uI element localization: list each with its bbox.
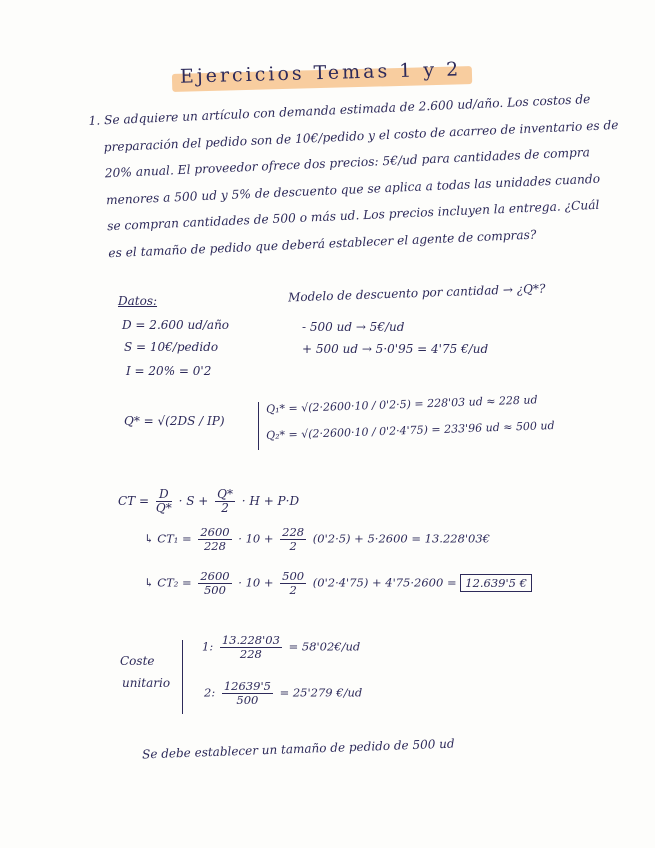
problem-number: 1.: [88, 113, 101, 128]
modelo-item: - 500 ud → 5€/ud: [302, 320, 405, 334]
eoq-formula: Q* = √(2DS / IP): [124, 414, 225, 428]
datos-item: I = 20% = 0'2: [126, 364, 212, 378]
coste-label: unitario: [122, 676, 171, 690]
ct1-line: ↳ CT₁ = $\frac{2600}{228}$ · 10 + $\frac{228}{2}$ (0'2·5) + 5·2600 = 13.228'03€: [144, 525, 491, 553]
fraction: $\frac{12639'5}{500}$: [223, 679, 271, 707]
coste-row-1: 1: $\frac{13.228'03}{228}$ = 58'02€/ud: [202, 633, 361, 661]
fraction: $\frac{500}{2}$: [282, 569, 305, 597]
modelo-item: + 500 ud → 5·0'95 = 4'75 €/ud: [302, 342, 489, 356]
problem-line: se compran cantidades de 500 o más ud. Los precios incluyen la entrega. ¿Cuál: [106, 197, 600, 234]
problem-line: preparación del pedido son de 10€/pedido y el costo de acarreo de inventario es de: [103, 117, 619, 154]
fraction: $\frac{13.228'03}{228}$: [221, 633, 280, 661]
coste-brace: [182, 640, 183, 714]
problem-line: es el tamaño de pedido que deberá establecer el agente de compras?: [108, 227, 537, 260]
eoq-q1: Q₁* = √(2·2600·10 / 0'2·5) = 228'03 ud ≈ 228 ud: [265, 393, 538, 416]
page-title: Ejercicios Temas 1 y 2: [179, 58, 462, 88]
ct2-result-box: 12.639'5 €: [460, 574, 532, 592]
modelo-title: Modelo de descuento por cantidad → ¿Q*?: [287, 281, 546, 305]
coste-label: Coste: [120, 654, 155, 668]
problem-line: 20% anual. El proveedor ofrece dos precios: 5€/ud para cantidades de compra: [104, 145, 591, 181]
title-block: [172, 58, 473, 96]
fraction: $\frac{D}{Q*}$: [155, 487, 172, 515]
datos-label: Datos:: [118, 294, 158, 308]
fraction: $\frac{228}{2}$: [282, 525, 305, 553]
conclusion: Se debe establecer un tamaño de pedido de 500 ud: [141, 736, 455, 762]
ct-formula: CT = $\frac{D}{Q*}$ · S + $\frac{Q*}{2}$ · H + P·D: [118, 487, 300, 515]
datos-item: S = 10€/pedido: [124, 340, 219, 354]
problem-line: 1. Se adquiere un artículo con demanda estimada de 2.600 ud/año. Los costos de: [88, 92, 591, 128]
problem-statement: [88, 87, 619, 267]
problem-line: menores a 500 ud y 5% de descuento que se aplica a todas las unidades cuando: [105, 171, 601, 207]
fraction: $\frac{2600}{228}$: [200, 525, 230, 553]
ct2-line: ↳ CT₂ = $\frac{2600}{500}$ · 10 + $\frac{500}{2}$ (0'2·4'75) + 4'75·2600 = 12.639'5 €: [144, 570, 532, 597]
eoq-q2: Q₂* = √(2·2600·10 / 0'2·4'75) = 233'96 ud ≈ 500 ud: [265, 418, 555, 443]
eoq-brace: [258, 402, 259, 450]
datos-item: D = 2.600 ud/año: [122, 318, 230, 332]
coste-row-2: 2: $\frac{12639'5}{500}$ = 25'279 €/ud: [204, 679, 363, 707]
fraction: $\frac{2600}{500}$: [200, 569, 230, 597]
fraction: $\frac{Q*}{2}$: [217, 487, 233, 515]
